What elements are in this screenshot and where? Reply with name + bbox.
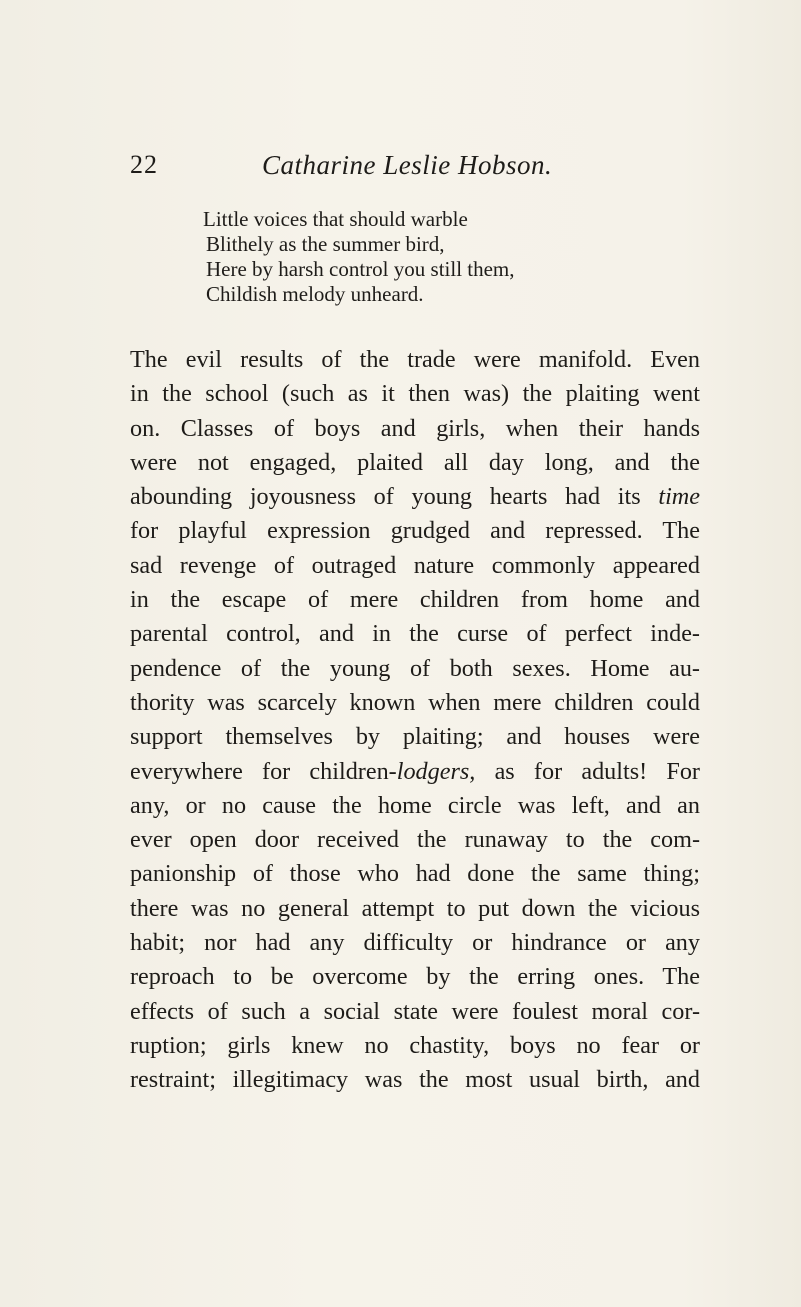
text-line: reproach to be overcome by the erring ones. The — [130, 963, 700, 991]
verse-line: Here by harsh control you still them, — [206, 257, 515, 281]
text-line: ruption; girls knew no chastity, boys no fear or — [130, 1031, 700, 1059]
text-line: on. Classes of boys and girls, when their hands — [130, 414, 700, 442]
text-line: sad revenge of outraged nature commonly appeared — [130, 551, 700, 579]
text-line: restraint; illegitimacy was the most usual birth, and — [130, 1066, 700, 1094]
text-line: thority was scarcely known when mere children could — [130, 688, 700, 716]
text-line: for playful expression grudged and repressed. The — [130, 517, 700, 545]
emphasis-word: time — [658, 483, 700, 511]
emphasis-word: lodgers, — [396, 757, 476, 785]
text-line: in the escape of mere children from home and — [130, 586, 700, 614]
text-line: parental control, and in the curse of perfect inde- — [130, 620, 700, 648]
text-line: panionship of those who had done the same thing; — [130, 860, 700, 888]
text-line — [130, 480, 700, 514]
verse-line: Blithely as the summer bird, — [206, 232, 445, 256]
text-segment: abounding joyousness of young hearts had its — [130, 483, 641, 511]
text-line: The evil results of the trade were manifold. Even — [130, 346, 700, 373]
text-segment: everywhere for children- — [130, 757, 397, 785]
text-line: ever open door received the runaway to the com- — [130, 826, 700, 854]
running-title: Catharine Leslie Hobson. — [262, 150, 553, 180]
text-line — [130, 755, 700, 789]
page-header — [130, 150, 690, 190]
text-line: any, or no cause the home circle was left, and an — [130, 791, 700, 819]
text-line: habit; nor had any difficulty or hindrance or any — [130, 929, 700, 957]
verse-line: Little voices that should warble — [203, 207, 468, 231]
text-line: pendence of the young of both sexes. Home au- — [130, 654, 700, 682]
text-line: effects of such a social state were foulest moral cor- — [130, 997, 700, 1025]
body-paragraph — [130, 343, 700, 1098]
text-line: in the school (such as it then was) the plaiting went — [130, 380, 700, 408]
page-number: 22 — [130, 150, 158, 179]
text-line: support themselves by plaiting; and houses were — [130, 723, 700, 751]
verse-line: Childish melody unheard. — [206, 282, 424, 306]
text-line: there was no general attempt to put down the vicious — [130, 894, 700, 922]
text-segment: as for adults! For — [494, 757, 700, 785]
text-line: were not engaged, plaited all day long, and the — [130, 448, 700, 476]
